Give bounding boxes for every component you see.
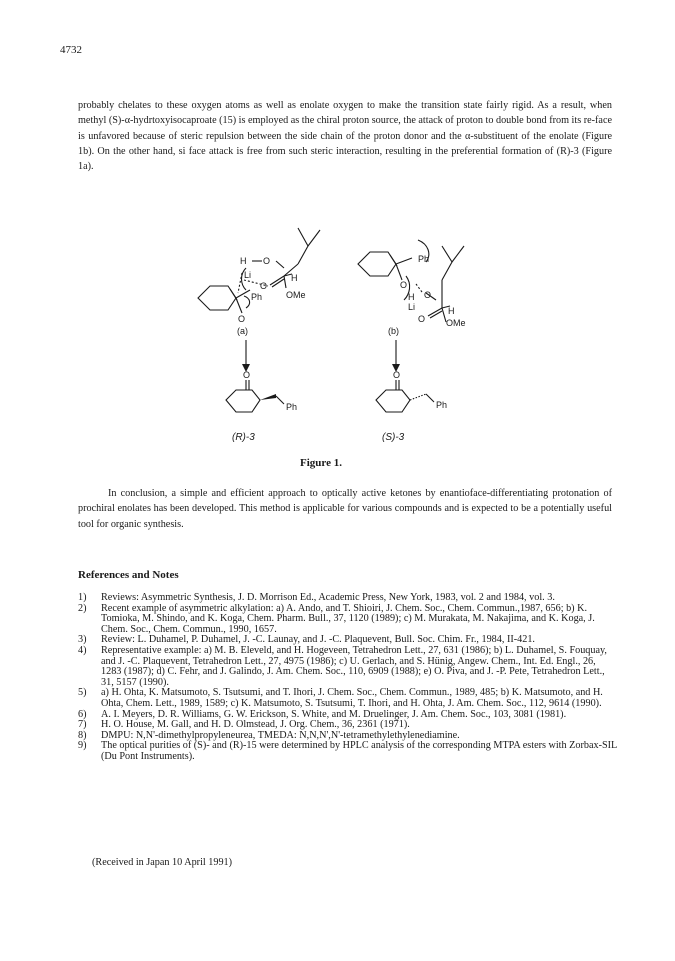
reference-number: 6) [78, 708, 87, 720]
references-list [78, 593, 618, 763]
atom-label: H [408, 292, 415, 302]
reference-text: DMPU: N,N'-dimethylpropyleneurea, TMEDA: N,N,N',N'-tetramethylethylenediamine. [101, 729, 460, 741]
reference-item [78, 593, 618, 604]
reference-number: 3) [78, 634, 87, 646]
reference-number: 7) [78, 719, 87, 731]
reference-item [78, 741, 618, 762]
atom-label: Ph [251, 292, 263, 302]
reference-number: 2) [78, 602, 87, 614]
panel-b-label: (b) [388, 326, 399, 336]
reference-text: a) H. Ohta, K. Matsumoto, S. Tsutsumi, and T. Ihori, J. Chem. Soc., Chem. Commun., 1989, 485; b) K. Matsumoto, and H. Ohta, Chem. Lett., 1989, 1589; c) K. Matsumoto, S. Tsutsumi, T. Ihori, and H. Ohta, J. Am. Chem. Soc., 112, 9614 (1990). [101, 687, 603, 709]
reference-item [78, 688, 618, 709]
reference-number: 5) [78, 687, 87, 699]
reference-text: Recent example of asymmetric alkylation: a) A. Ando, and T. Shioiri, J. Chem. Soc., Chem. Commun.,1987, 656; b) K. Tomioka, M. Shindo, and K. Koga, Chem. Pharm. Bull., 37, 1120 (1989); c) M. Murakata, M. Nakajima, and K. Koga, J. Chem. Soc., Chem. Commun., 1990, 1657. [101, 602, 595, 635]
reference-text: Representative example: a) M. B. Eleveld, and H. Hogeveen, Tetrahedron Lett., 27, 631 (1986); b) L. Duhamel, S. Fouquay, and J. -C. Plaquevent, Tetrahedron Lett., 27, 4975 (1986); c) U. Gerlach, and S. Hünig, Angew. Chem., Int. Ed. Engl., 26, 1283 (1987); d) C. Fehr, and J. Galindo, J. Am. Chem. Soc., 110, 6909 (1988); e) O. Piva, and J. -P. Pete, Tetrahedron Lett., 31, 5157 (1990). [101, 644, 607, 688]
page-number: 4732 [60, 44, 82, 56]
atom-label: OMe [446, 318, 466, 328]
reference-item [78, 604, 618, 636]
atom-label: Li [244, 270, 252, 280]
reference-text: The optical purities of (S)- and (R)-15 were determined by HPLC analysis of the corresponding MTPA esters with Zorbax-SIL (Du Pont Instruments). [101, 740, 617, 762]
reference-number: 4) [78, 644, 87, 656]
reference-number: 9) [78, 740, 87, 752]
atom-label: H [240, 256, 247, 266]
atom-label: Ph [436, 400, 448, 410]
atom-label: O [238, 314, 246, 324]
intro-paragraph: probably chelates to these oxygen atoms as well as enolate oxygen to make the transition state fairly rigid. As a result, when methyl (S)-α-hydrtoxyisocaproate (15) is employed as the chiral proton source, the attack of proton to double bond from its re-face is unfavored because of steric repulsion between the side chain of the proton donor and the α-substituent of the enolate (Figure 1b). On the other hand, si face attack is free from such steric interaction, resulting in the preferential formation of (R)-3 (Figure 1a). [78, 100, 612, 173]
reference-number: 8) [78, 729, 87, 741]
reference-text: Review: L. Duhamel, P. Duhamel, J. -C. Launay, and J. -C. Plaquevent, Bull. Soc. Chim. Fr., 1984, II-421. [101, 634, 535, 646]
atom-label: O [260, 281, 268, 291]
panel-a-atom-labels [237, 256, 306, 336]
atom-label: OMe [286, 290, 306, 300]
reference-text: Reviews: Asymmetric Synthesis, J. D. Morrison Ed., Academic Press, New York, 1983, vol. 2 and 1984, vol. 3. [101, 592, 555, 603]
figure-caption: Figure 1. [300, 457, 342, 469]
figure-1 [180, 218, 500, 458]
atom-label: Li [408, 302, 416, 312]
panel-b-product [376, 380, 434, 412]
atom-label: Ph [286, 402, 298, 412]
product-label-r3: (R)-3 [232, 432, 255, 443]
atom-label: O [263, 256, 271, 266]
atom-label: O [393, 370, 401, 380]
conclusion-paragraph: In conclusion, a simple and efficient approach to optically active ketones by enantioface-differentiating protonation of prochiral enolates has been developed. This method is applicable for various compounds and is expected to be a potentially useful tool for organic synthesis. [78, 488, 612, 530]
panel-a-product [226, 380, 284, 412]
received-date: (Received in Japan 10 April 1991) [92, 857, 233, 868]
panel-a-label: (a) [237, 326, 248, 336]
reference-number: 1) [78, 592, 87, 603]
atom-label: O [243, 370, 251, 380]
references-heading: References and Notes [78, 569, 179, 581]
figure-1-structures [180, 218, 500, 458]
atom-label: H [291, 273, 298, 283]
reference-item [78, 646, 618, 688]
product-label-s3: (S)-3 [382, 432, 405, 443]
atom-label: O [400, 280, 408, 290]
atom-label: O [418, 314, 426, 324]
reference-text: H. O. House, M. Gall, and H. D. Olmstead, J. Org. Chem., 36, 2361 (1971). [101, 719, 410, 731]
atom-label: O [424, 290, 432, 300]
atom-label: H [448, 306, 455, 316]
reference-text: A. I. Meyers, D. R. Williams, G. W. Erickson, S. White, and M. Druelinger, J. Am. Chem. Soc., 103, 3081 (1981). [101, 708, 567, 720]
atom-label: Ph [418, 254, 430, 264]
